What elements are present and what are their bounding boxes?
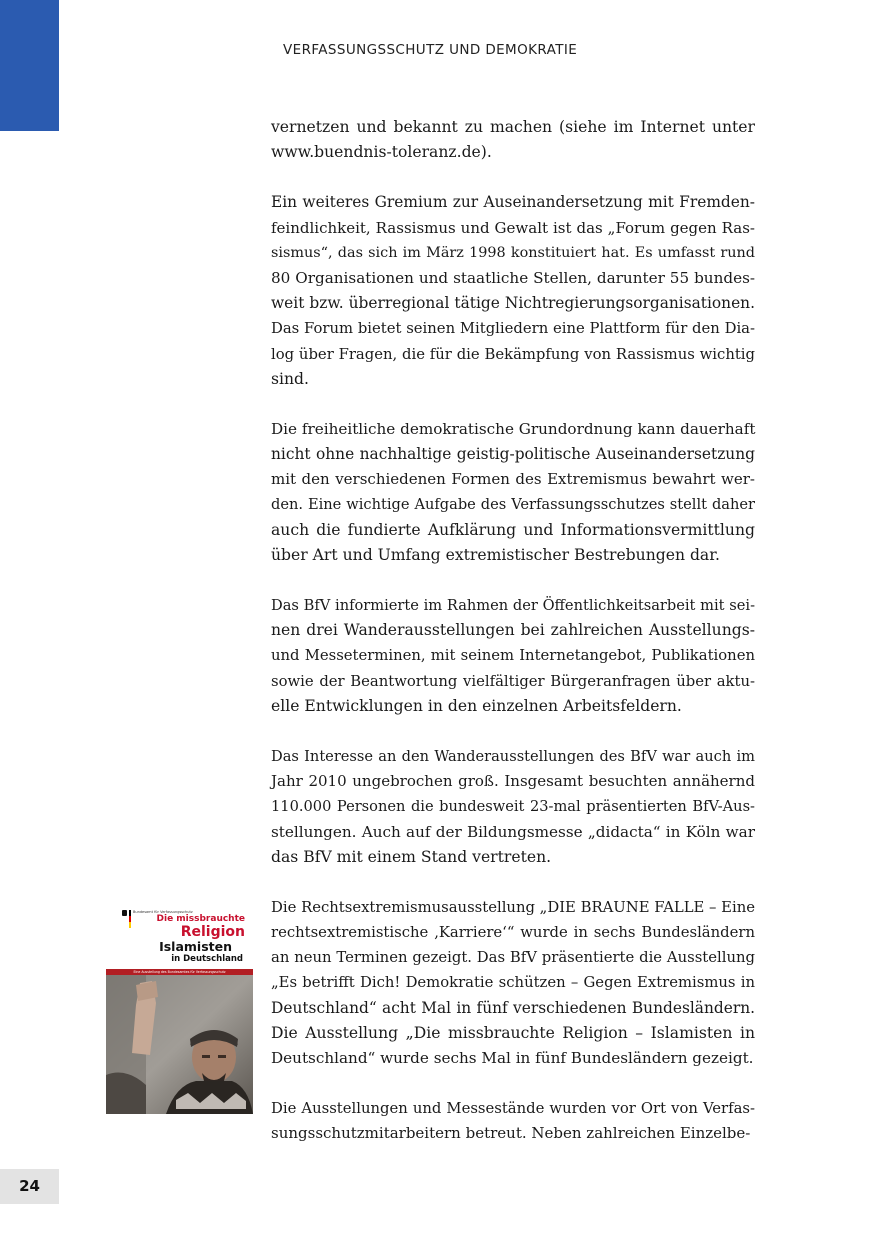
blue-corner-tab [0,0,59,131]
text-line: nicht ohne nachhaltige geistig-politische Auseinandersetzung [271,445,755,464]
poster-photo [106,975,253,1114]
text-line: sind. [271,369,309,388]
text-line: Das BfV informierte im Rahmen der Öffentlichkeitsarbeit mit sei- [271,597,755,614]
poster-title-line2: Religion [180,924,245,940]
text-line: Die freiheitliche demokratische Grundordnung kann dauerhaft [271,419,756,438]
text-line: Die Ausstellungen und Messestände wurden vor Ort von Verfas- [271,1100,755,1118]
text-line: den. Eine wichtige Aufgabe des Verfassungsschutzes stellt daher [271,496,755,514]
paragraph [271,190,755,392]
poster-subtitle: Eine Ausstellung des Bundesamtes für Verfassungsschutz [133,970,226,974]
text-line: Deutschland“ acht Mal in fünf verschiedenen Bundesländern. [271,998,755,1017]
paragraph [271,593,755,719]
text-line: sismus“, das sich im März 1998 konstituiert hat. Es umfasst rund [271,244,755,261]
text-line: elle Entwicklungen in den einzelnen Arbeitsfeldern. [271,696,682,715]
poster-title-line3: Islamisten [159,939,232,954]
text-line: auch die fundierte Aufklärung und Informationsvermittlung [271,520,755,539]
text-line: weit bzw. überregional tätige Nichtregierungsorganisationen. [271,294,755,313]
text-line: www.buendnis-toleranz.de). [271,143,492,162]
page-number: 24 [19,1177,40,1195]
text-line: das BfV mit einem Stand vertreten. [271,847,552,866]
running-header: VERFASSUNGSSCHUTZ UND DEMOKRATIE [283,42,578,58]
text-line: 80 Organisationen und staatliche Stellen, darunter 55 bundes- [271,268,755,287]
text-line: nen drei Wanderausstellungen bei zahlreichen Ausstellungs- [271,621,755,640]
text-line: rechtsextremistische ‚Karriere‘“ wurde in sechs Bundesländern [271,924,755,942]
body-text [271,115,755,1172]
poster-org-name: Bundesamt für Verfassungsschutz [133,910,193,914]
poster-title-line4: in Deutschland [171,954,243,964]
eagle-icon [122,910,127,916]
text-line: 110.000 Personen die bundesweit 23-mal präsentierten BfV-Aus- [271,798,755,816]
text-line: Jahr 2010 ungebrochen groß. Insgesamt besuchten annähernd [271,772,755,791]
text-line: sungsschutzmitarbeitern betreut. Neben zahlreichen Einzelbe- [271,1124,751,1143]
text-line: log über Fragen, die für die Bekämpfung von Rassismus wichtig [271,345,755,363]
text-line: und Messeterminen, mit seinem Internetangebot, Publikationen [271,647,755,665]
paragraph [271,744,755,870]
text-line: Ein weiteres Gremium zur Auseinandersetzung mit Fremden- [271,193,755,212]
poster-title-line1: Die missbrauchte [156,914,245,924]
text-line: feindlichkeit, Rassismus und Gewalt ist das „Forum gegen Ras- [271,218,755,237]
text-line: an neun Terminen gezeigt. Das BfV präsentierte die Ausstellung [271,949,755,967]
text-line: Deutschland“ wurde sechs Mal in fünf Bundesländern gezeigt. [271,1049,754,1067]
text-line: Das Forum bietet seinen Mitgliedern eine Plattform für den Dia- [271,320,755,338]
paragraph [271,895,755,1071]
text-line: vernetzen und bekannt zu machen (siehe im Internet unter [271,118,755,136]
text-line: „Es betrifft Dich! Demokratie schützen – Gegen Extremismus in [271,974,755,992]
paragraph [271,115,755,165]
text-line: Die Rechtsextremismusausstellung „DIE BRAUNE FALLE – Eine [271,898,755,916]
text-line: mit den verschiedenen Formen des Extremismus bewahrt wer- [271,470,755,489]
text-line: stellungen. Auch auf der Bildungsmesse „didacta“ in Köln war [271,822,755,841]
paragraph [271,1096,755,1146]
text-line: Die Ausstellung „Die missbrauchte Religion – Islamisten in [271,1023,755,1042]
flag-stripe-icon [129,910,131,928]
paragraph [271,417,755,568]
text-line: sowie der Beantwortung vielfältiger Bürgeranfragen über aktu- [271,672,755,690]
exhibition-poster-image [106,906,253,1114]
text-line: über Art und Umfang extremistischer Bestrebungen dar. [271,545,720,564]
text-line: Das Interesse an den Wanderausstellungen des BfV war auch im [271,747,755,765]
